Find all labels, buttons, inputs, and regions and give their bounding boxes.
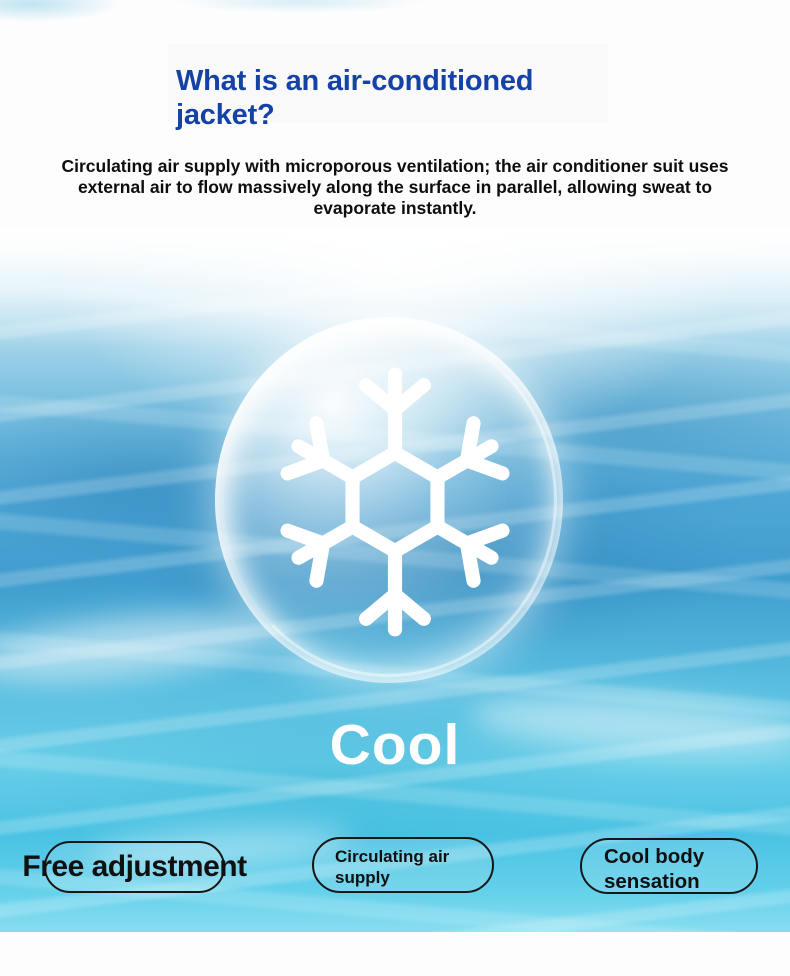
header-section [0, 0, 790, 228]
badge-label: Circulating air supply [335, 847, 450, 887]
badge-free-adjustment [22, 841, 247, 893]
water-background [0, 228, 790, 932]
water-highlight [0, 602, 272, 693]
badge-circulating-air-supply [312, 837, 494, 893]
badge-label: Free adjustment [22, 850, 247, 883]
bottom-strip [0, 932, 790, 976]
badge-label: Cool body sensation [604, 845, 705, 893]
cool-caption: Cool [329, 713, 461, 777]
snowflake-icon [277, 362, 513, 647]
badge-cool-body-sensation [580, 838, 758, 894]
page-title: What is an air-conditioned jacket? [176, 65, 534, 132]
page-description: Circulating air supply with microporous ventilation; the air conditioner suit uses external air to flow massively along the surface in parallel, allowing sweat to evaporate instantly. [61, 155, 729, 219]
